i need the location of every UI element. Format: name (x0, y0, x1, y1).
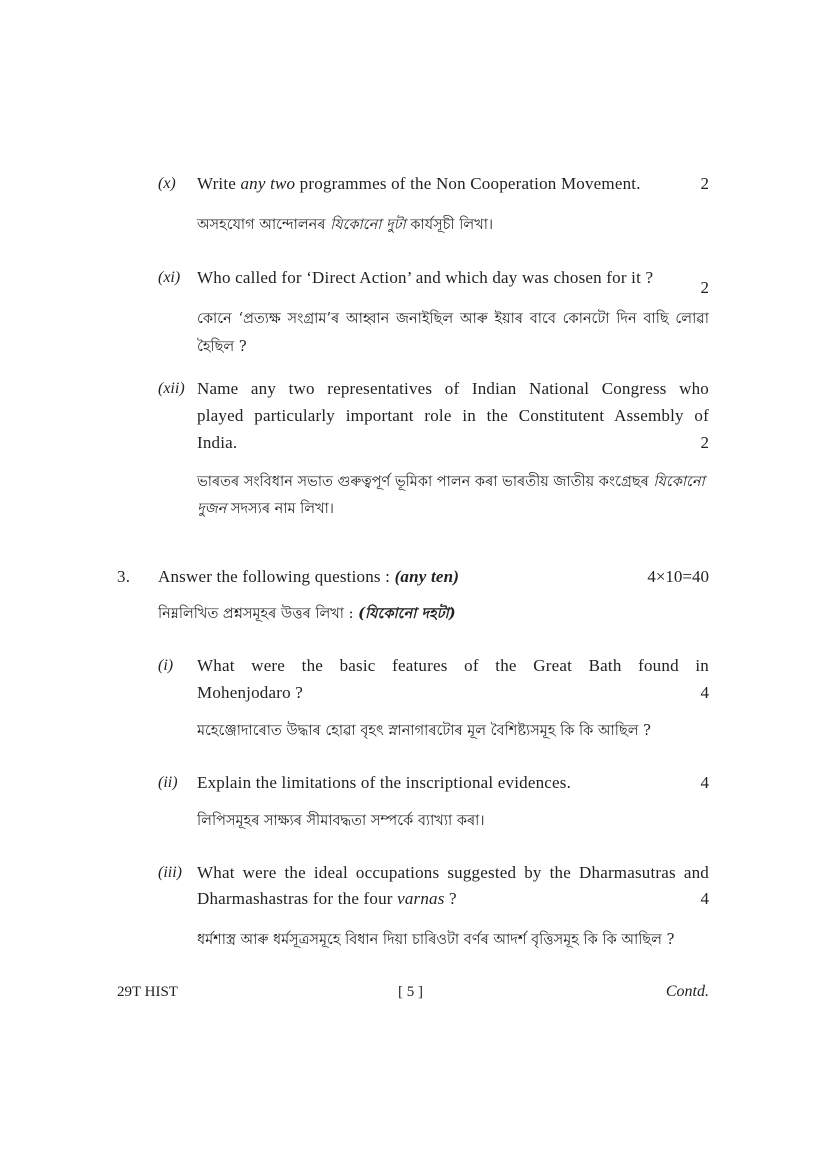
text: কাৰ্যসূচী লিখা। (405, 217, 494, 233)
text: Write (197, 174, 241, 193)
question-text-en: Explain the limitations of the inscriptional evidences. (197, 773, 572, 792)
question-text-as: হৈছিল ? (197, 339, 247, 355)
emphasis: varnas (397, 889, 445, 908)
emphasis: দুজন (197, 501, 227, 517)
text: ? (444, 889, 457, 908)
question-text-en: India. (197, 433, 238, 452)
question-text-en: What were the ideal occupations suggested by the Dharmasutras and (197, 863, 709, 882)
text: অসহযোগ আন্দোলনৰ (197, 217, 331, 233)
question-text-as: লিপিসমূহৰ সাক্ষ্যৰ সীমাবদ্ধতা সম্পৰ্কে ব্যাখ্যা কৰা। (197, 813, 485, 829)
question-text-as: ধৰ্মশাস্ত্ৰ আৰু ধৰ্মসূত্ৰসমূহে বিধান দিয়া চাৰিওটা বৰ্ণৰ আদৰ্শ বৃত্তিসমূহ কি কি আছিল ? (197, 932, 675, 948)
section-marks: 4×10=40 (647, 567, 709, 586)
text: সদস্যৰ নাম লিখা। (226, 501, 334, 517)
question-text-as: মহেঞ্জোদাৰোত উদ্ধাৰ হোৱা বৃহৎ স্নানাগাৰটোৰ মূল বৈশিষ্ট্যসমূহ কি কি আছিল ? (197, 723, 651, 739)
page-number: [ 5 ] (398, 984, 423, 1000)
marks: 4 (700, 773, 709, 792)
marks: 4 (700, 683, 709, 702)
text: programmes of the Non Cooperation Movement. (295, 174, 641, 193)
question-text-en: Mohenjodaro ? (197, 683, 303, 702)
question-text-as (197, 499, 334, 519)
marks: 2 (700, 278, 709, 297)
question-label: (i) (158, 657, 174, 674)
question-label: (iii) (158, 864, 182, 881)
question-number: 3. (117, 567, 131, 586)
emphasis: (যিকোনো দহটা) (358, 605, 456, 622)
emphasis: যিকোনো দুটা (330, 217, 406, 233)
question-label: (xii) (158, 380, 185, 397)
emphasis: (any ten) (394, 567, 460, 586)
text: Answer the following questions : (158, 567, 395, 586)
paper-code: 29T HIST (117, 984, 178, 1000)
section-instruction-as (158, 604, 456, 624)
question-text-as (197, 472, 705, 492)
question-text-en (197, 889, 457, 909)
marks: 4 (700, 889, 709, 908)
question-text-as (197, 215, 493, 235)
section-instruction-en (158, 567, 459, 587)
question-label: (x) (158, 175, 176, 192)
continued-label: Contd. (665, 983, 709, 1000)
question-text-as: কোনে ‘প্ৰত্যক্ষ সংগ্ৰাম’ৰ আহ্বান জনাইছিল আৰু ইয়াৰ বাবে কোনটো দিন বাছি লোৱা (197, 311, 709, 327)
text: নিম্নলিখিত প্ৰশ্নসমূহৰ উত্তৰ লিখা : (158, 606, 359, 622)
emphasis: যিকোনো (653, 474, 705, 490)
question-text-en: What were the basic features of the Great Bath found in (197, 656, 709, 675)
marks: 2 (700, 174, 709, 193)
emphasis: any two (240, 174, 296, 193)
marks: 2 (700, 433, 709, 452)
question-text-en: Name any two representatives of Indian National Congress who (197, 379, 709, 398)
question-text-en: played particularly important role in the Constitutent Assembly of (197, 406, 709, 425)
question-label: (ii) (158, 774, 178, 791)
text: Dharmashastras for the four (197, 889, 398, 908)
text: ভাৰতৰ সংবিধান সভাত গুৰুত্বপূৰ্ণ ভূমিকা পালন কৰা ভাৰতীয় জাতীয় কংগ্ৰেছৰ (197, 474, 654, 490)
question-text-en: Who called for ‘Direct Action’ and which day was chosen for it ? (197, 268, 654, 287)
question-label: (xi) (158, 269, 181, 286)
question-text-en (197, 174, 641, 194)
